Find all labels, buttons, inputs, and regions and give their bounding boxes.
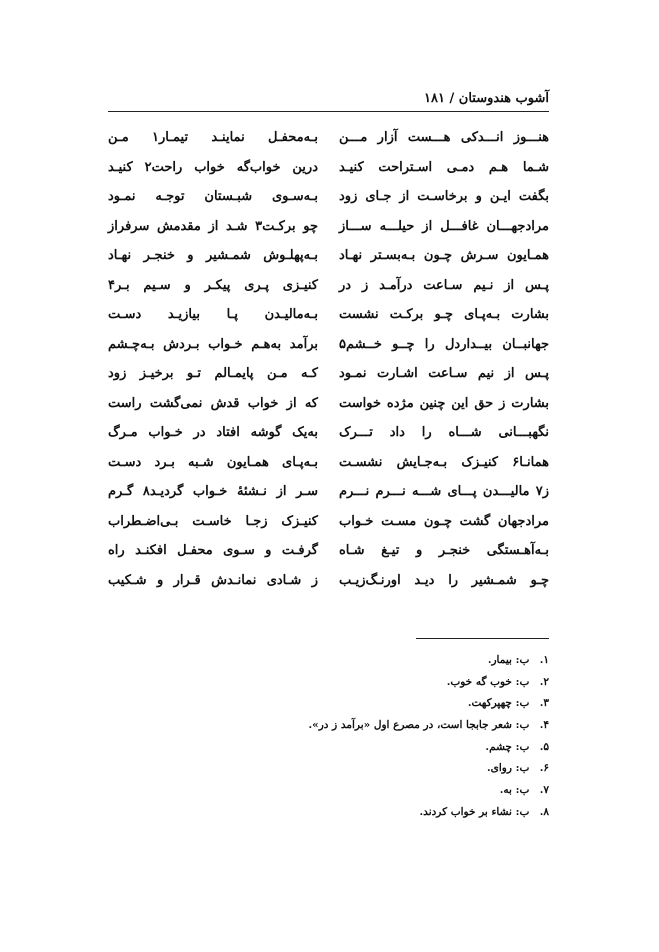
footnote-number: ۴.: [539, 719, 549, 732]
footnote-text: ب: روای.: [486, 762, 530, 775]
header-divider: [108, 111, 549, 112]
footnote-text: ب: خوب گه خوب.: [446, 675, 530, 688]
footnote-text: ب: چشم.: [485, 740, 530, 753]
verse-hemistich: بـه‌پهلـوش شمـشیر و خنجـر نهـاد: [108, 248, 318, 263]
verse-hemistich: بـه‌پـای همـایون شـبه بـرد دسـت: [108, 454, 318, 470]
verse-hemistich: شـما هـم دمـی اسـتراحت کنیـد: [339, 159, 549, 175]
verse-hemistich: کـه مـن پایمـالم تـو برخیـز زود: [108, 366, 318, 381]
verse-hemistich: سـر از نـشئهٔ خـواب گردیـد۸ گـرم: [108, 484, 318, 499]
footnote-text: ب: چهپرکهت.: [467, 697, 530, 710]
footnote-item: [180, 672, 549, 694]
verse-hemistich: همانـا۶ کنیـزک بـه‌جـایش نشسـت: [339, 454, 549, 470]
verse-hemistich: بگفت ایـن و برخاسـت از جـای زود: [339, 189, 549, 204]
verse-hemistich: درین خواب‌گه خواب راحت۲ کنیـد: [108, 159, 318, 175]
verse-hemistich: گرفـت و سـوی محفـل افکنـد راه: [108, 543, 318, 558]
poem-right-column: [339, 123, 549, 595]
footnote-number: ۱.: [539, 654, 549, 666]
verse-hemistich: کنیـزک زجـا خاسـت بـی‌اضـطراب: [108, 513, 318, 529]
verse-hemistich: نگهبـــانی شـــاه را داد تـــرک: [339, 425, 549, 440]
verse-hemistich: پـس از نـیم سـاعت درآمـد ز در: [339, 277, 549, 293]
footnote-item: [180, 693, 549, 715]
verse-hemistich: بـه‌آهـستگی خنجـر و تیـغ شـاه: [339, 543, 549, 558]
running-header: آشوب هندوستان / ۱۸۱: [424, 91, 549, 106]
verse-hemistich: بـه‌مالیـدن پـا بیازیـد دسـت: [108, 307, 318, 322]
footnote-number: ۲.: [539, 675, 549, 688]
verse-hemistich: جهانبــان بیــداردل را چــو خــشم۵: [339, 336, 549, 352]
footnote-text: ب: بیمار.: [487, 654, 530, 666]
verse-hemistich: ز شـادی نمانـدش قـرار و شـکیب: [108, 572, 318, 588]
verse-hemistich: هنـــوز انـــدکی هـــست آزار مـــن: [339, 130, 549, 145]
verse-hemistich: بشارت بـه‌پـای چـو برکـت نشست: [339, 307, 549, 322]
footnote-item: [180, 737, 549, 759]
verse-hemistich: همـایون سـرش چـون بـه‌بسـتر نهـاد: [339, 248, 549, 263]
footnote-number: ۵.: [539, 740, 549, 753]
footnote-text: ب: شعر جابجا است، در مصرع اول «برآمد ز در».: [308, 719, 530, 732]
verse-hemistich: به‌یک گوشه افتاد در خـواب مـرگ: [108, 425, 318, 440]
footnote-number: ۸.: [539, 805, 549, 818]
poem-left-column: [108, 123, 318, 595]
verse-hemistich: بشارت ز حق این چنین مژده خواست: [339, 395, 549, 411]
footnote-text: ب: به.: [499, 784, 530, 797]
footnote-number: ۶.: [539, 762, 549, 775]
footnote-item: [180, 758, 549, 780]
footnote-item: [180, 715, 549, 737]
verse-hemistich: چو برکـت۳ شـد از مقدمش سرفراز: [108, 218, 318, 234]
verse-hemistich: مرادجهان گشت چـون مسـت خـواب: [339, 513, 549, 529]
verse-hemistich: بـه‌سـوی شبـستان توجـه نمـود: [108, 189, 318, 204]
verse-hemistich: برآمد به‌هـم خـواب بـردش بـه‌چـشم: [108, 336, 318, 352]
verse-hemistich: چـو شمـشیر را دیـد اورنـگ‌زیـب: [339, 572, 549, 588]
footnote-item: [180, 780, 549, 802]
footnote-number: ۷.: [539, 784, 549, 797]
verse-hemistich: ز۷ مالیـــدن پـــای شـــه نـــرم نـــرم: [339, 484, 549, 499]
footnotes: [180, 650, 549, 824]
verse-hemistich: پـس از نیم سـاعت اشـارت نمـود: [339, 366, 549, 381]
verse-hemistich: که از خواب قدش نمی‌گشت راست: [108, 395, 318, 411]
footnote-item: [180, 802, 549, 824]
verse-hemistich: مرادجهـــان غافـــل از حیلـــه ســـاز: [339, 218, 549, 234]
verse-hemistich: کنیـزی پـری پیکـر و سـیم بـر۴: [108, 277, 318, 293]
verse-hemistich: بـه‌محفـل نماینـد تیمـار۱ مـن: [108, 130, 318, 145]
footnote-text: ب: نشاء بر خواب کردند.: [419, 805, 530, 818]
footnote-number: ۳.: [539, 697, 549, 710]
footnote-item: [180, 650, 549, 672]
footnote-divider: [416, 638, 549, 639]
